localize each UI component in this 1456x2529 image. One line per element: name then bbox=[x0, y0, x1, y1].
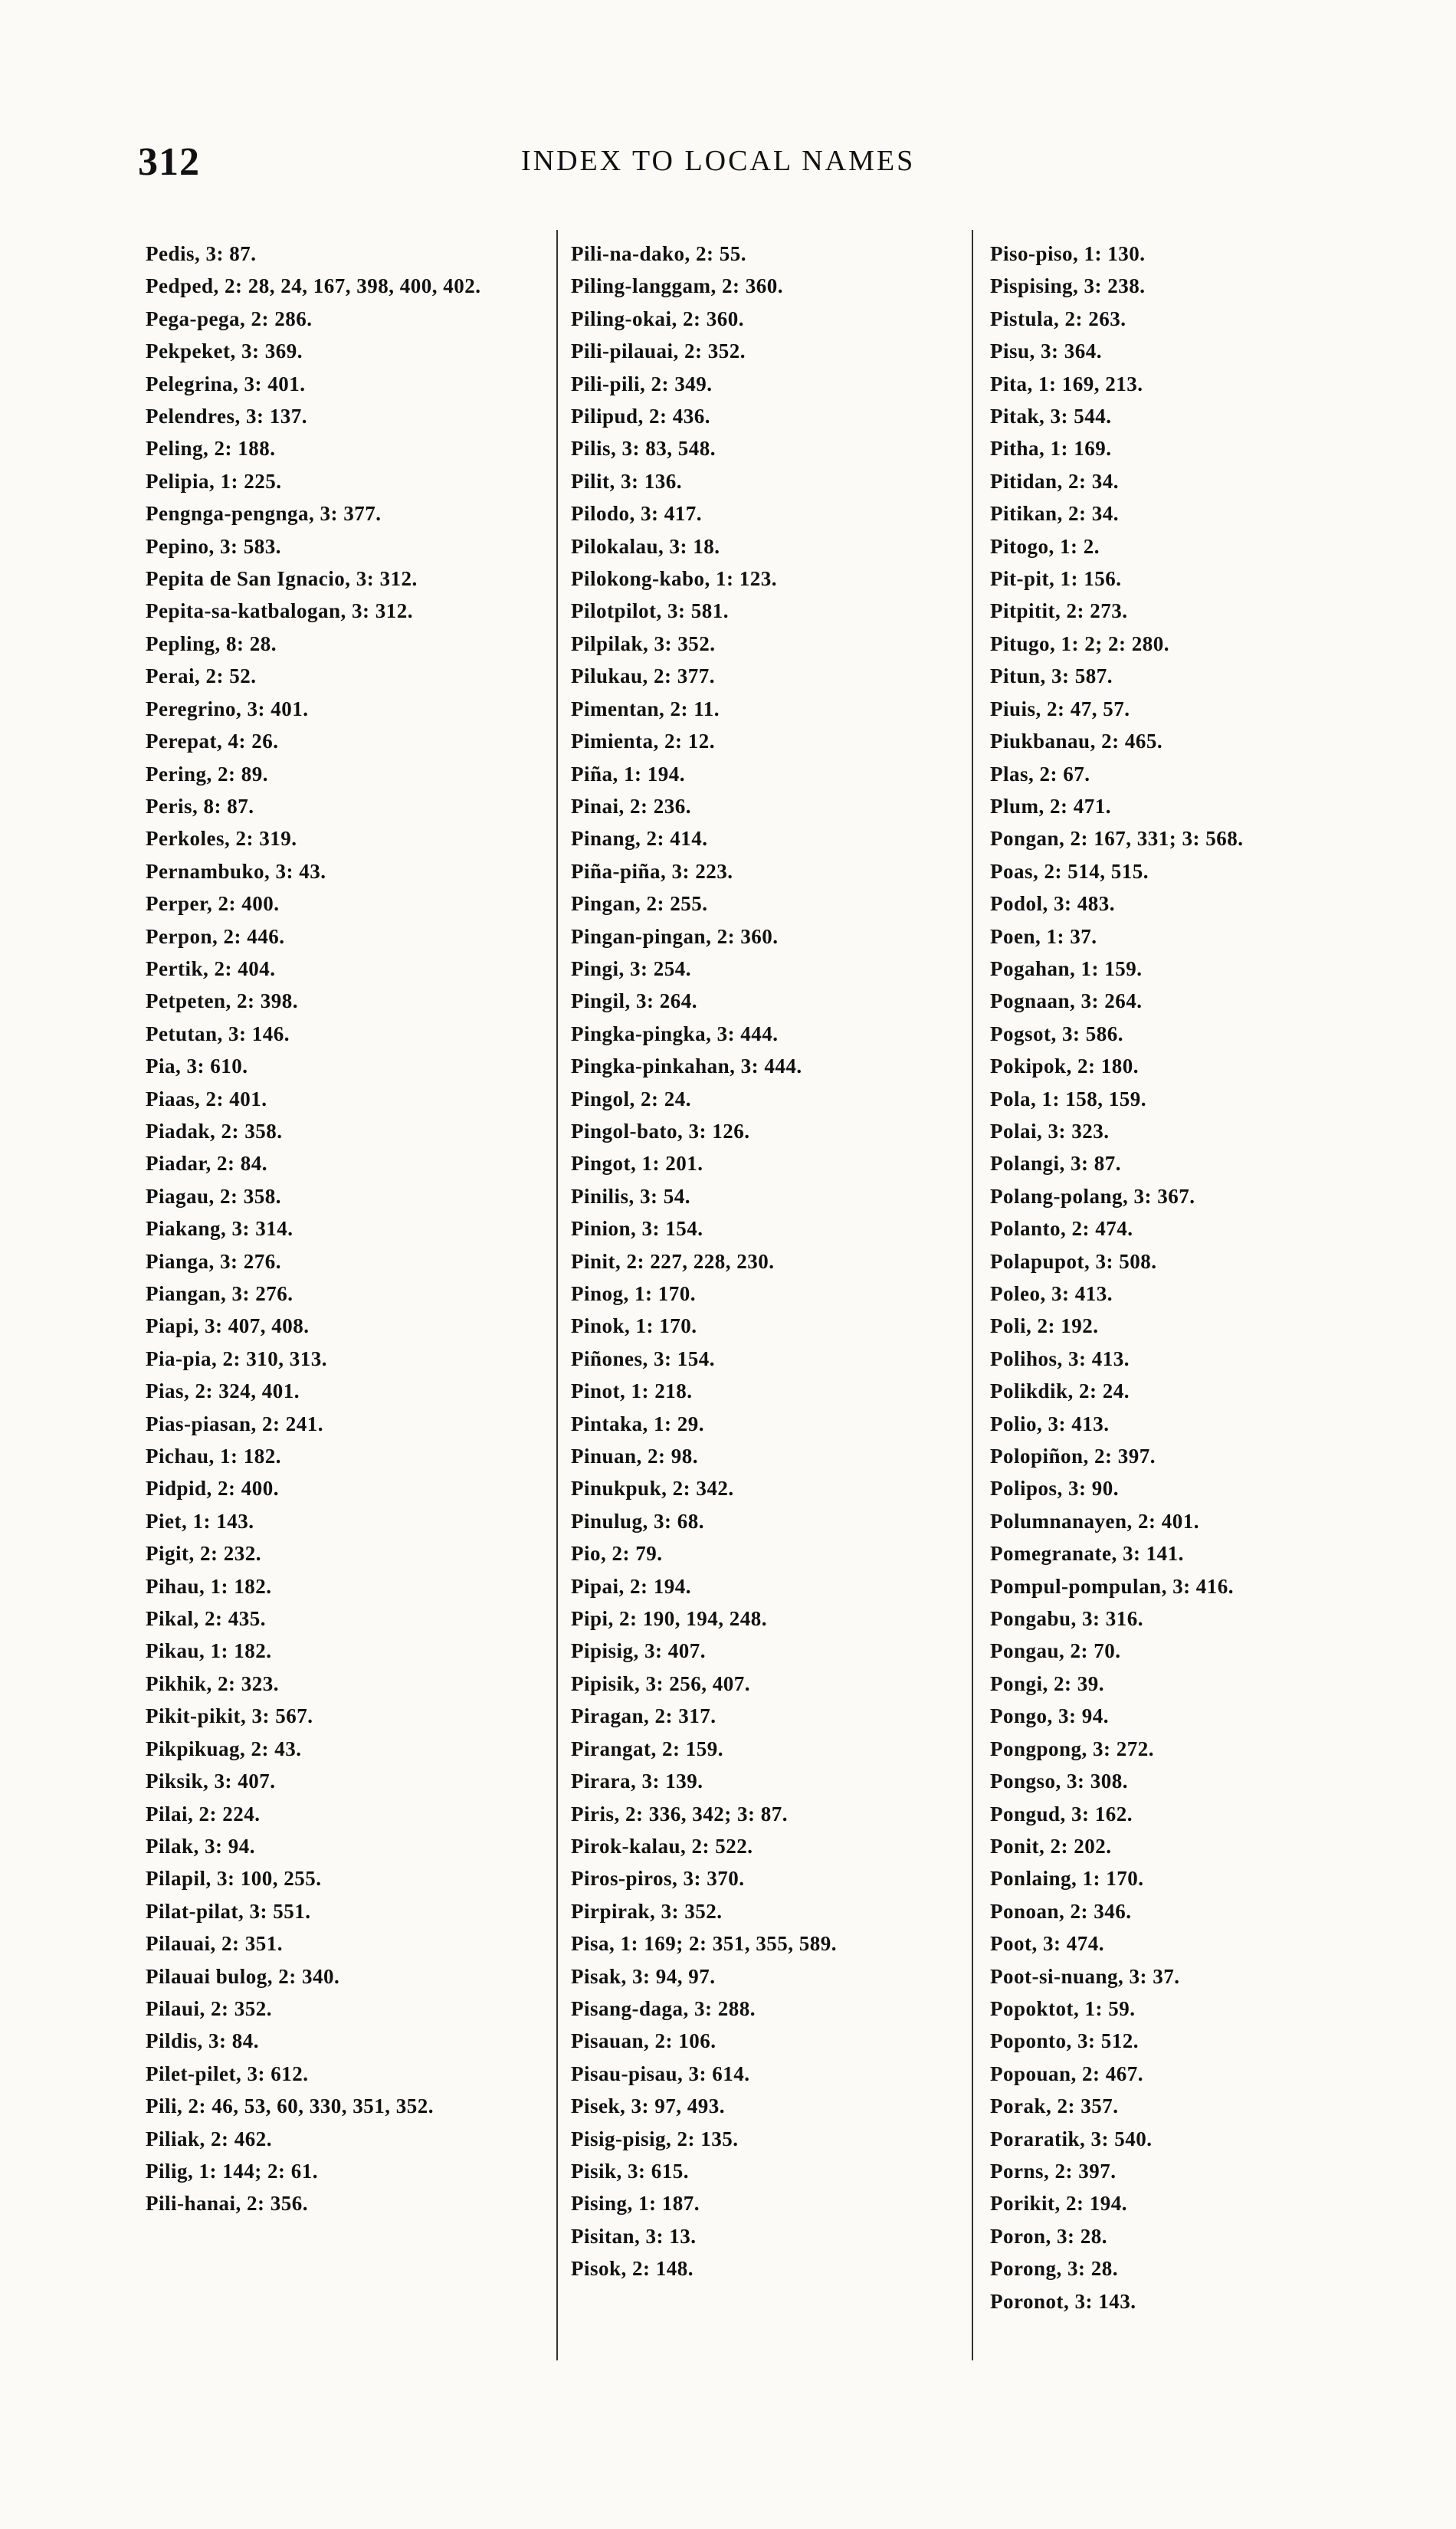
index-entry: Pering, 2: 89. bbox=[146, 762, 268, 786]
index-entry: Pingol, 2: 24. bbox=[571, 1087, 692, 1110]
index-entry: Pingi, 3: 254. bbox=[571, 956, 692, 980]
index-entry: Pitogo, 1: 2. bbox=[990, 534, 1100, 558]
index-column-2 bbox=[571, 238, 954, 2285]
index-column-1 bbox=[146, 238, 529, 2220]
index-entry: Polio, 3: 413. bbox=[990, 1412, 1110, 1435]
index-entry: Pitpitit, 2: 273. bbox=[990, 599, 1128, 623]
index-entry: Plum, 2: 471. bbox=[990, 794, 1111, 818]
index-entry: Polihos, 3: 413. bbox=[990, 1347, 1130, 1370]
index-entry: Pichau, 1: 182. bbox=[146, 1445, 282, 1468]
index-entry: Pisok, 2: 148. bbox=[571, 2257, 694, 2281]
index-entry: Pit-pit, 1: 156. bbox=[990, 567, 1122, 591]
index-entry: Pia-pia, 2: 310, 313. bbox=[146, 1347, 327, 1370]
index-entry: Piña-piña, 3: 223. bbox=[571, 859, 733, 883]
index-entry: Piñones, 3: 154. bbox=[571, 1347, 716, 1370]
index-entry: Pilat-pilat, 3: 551. bbox=[146, 1899, 311, 1923]
page-title: INDEX TO LOCAL NAMES bbox=[521, 145, 916, 177]
index-entry: Pilipud, 2: 436. bbox=[571, 405, 711, 428]
index-entry: Polanto, 2: 474. bbox=[990, 1217, 1133, 1241]
index-entry: Pisauan, 2: 106. bbox=[571, 2029, 717, 2053]
index-entry: Pikal, 2: 435. bbox=[146, 1607, 267, 1631]
index-entry: Piadak, 2: 358. bbox=[146, 1119, 283, 1143]
index-entry: Piña, 1: 194. bbox=[571, 762, 686, 786]
index-entry: Pingka-pinkahan, 3: 444. bbox=[571, 1055, 802, 1078]
index-entry: Pomegranate, 3: 141. bbox=[990, 1542, 1184, 1566]
index-entry: Pingol-bato, 3: 126. bbox=[571, 1119, 750, 1143]
index-entry: Pilapil, 3: 100, 255. bbox=[146, 1867, 322, 1891]
index-entry: Poot-si-nuang, 3: 37. bbox=[990, 1964, 1180, 1988]
index-entry: Pinilis, 3: 54. bbox=[571, 1184, 691, 1208]
index-entry: Peris, 8: 87. bbox=[146, 794, 254, 818]
index-entry: Pinit, 2: 227, 228, 230. bbox=[571, 1249, 775, 1273]
index-entry: Piaas, 2: 401. bbox=[146, 1087, 267, 1110]
index-entry: Pilig, 1: 144; 2: 61. bbox=[146, 2159, 318, 2183]
index-column-3 bbox=[990, 238, 1373, 2317]
index-entry: Pitugo, 1: 2; 2: 280. bbox=[990, 631, 1169, 655]
index-entry: Poron, 3: 28. bbox=[990, 2224, 1107, 2248]
index-entry: Podol, 3: 483. bbox=[990, 892, 1116, 916]
index-entry: Piapi, 3: 407, 408. bbox=[146, 1314, 310, 1338]
index-entry: Pepita de San Ignacio, 3: 312. bbox=[146, 567, 418, 591]
index-entry: Pimentan, 2: 11. bbox=[571, 697, 720, 720]
index-entry: Polopiñon, 2: 397. bbox=[990, 1445, 1156, 1468]
index-entry: Poraratik, 3: 540. bbox=[990, 2127, 1153, 2150]
index-entry: Perper, 2: 400. bbox=[146, 892, 280, 916]
index-entry: Poronot, 3: 143. bbox=[990, 2289, 1136, 2313]
index-entry: Pilodo, 3: 417. bbox=[571, 502, 703, 526]
index-entry: Pingka-pingka, 3: 444. bbox=[571, 1022, 779, 1045]
index-entry: Pernambuko, 3: 43. bbox=[146, 859, 326, 883]
index-entry: Pepling, 8: 28. bbox=[146, 631, 277, 655]
index-entry: Poen, 1: 37. bbox=[990, 924, 1097, 948]
index-entry: Pogsot, 3: 586. bbox=[990, 1022, 1123, 1045]
index-entry: Pilet-pilet, 3: 612. bbox=[146, 2062, 309, 2085]
index-entry: Piagau, 2: 358. bbox=[146, 1184, 282, 1208]
index-entry: Popoktot, 1: 59. bbox=[990, 1996, 1136, 2020]
index-entry: Pidpid, 2: 400. bbox=[146, 1477, 280, 1501]
index-entry: Pinukpuk, 2: 342. bbox=[571, 1477, 734, 1501]
index-entry: Petutan, 3: 146. bbox=[146, 1022, 290, 1045]
index-entry: Pili-hanai, 2: 356. bbox=[146, 2192, 309, 2216]
index-entry: Perpon, 2: 446. bbox=[146, 924, 285, 948]
index-entry: Pilotpilot, 3: 581. bbox=[571, 599, 729, 623]
index-entry: Pisau-pisau, 3: 614. bbox=[571, 2062, 750, 2085]
index-entry: Pipisig, 3: 407. bbox=[571, 1639, 707, 1663]
index-entry: Pitun, 3: 587. bbox=[990, 664, 1113, 688]
index-entry: Pilai, 2: 224. bbox=[146, 1802, 261, 1825]
index-entry: Petpeten, 2: 398. bbox=[146, 989, 298, 1013]
index-entry: Perepat, 4: 26. bbox=[146, 730, 279, 753]
index-entry: Pinulug, 3: 68. bbox=[571, 1509, 705, 1533]
index-entry: Piangan, 3: 276. bbox=[146, 1282, 293, 1305]
index-entry: Pisu, 3: 364. bbox=[990, 339, 1103, 363]
index-entry: Pingan-pingan, 2: 360. bbox=[571, 924, 779, 948]
index-entry: Plas, 2: 67. bbox=[990, 762, 1090, 786]
index-entry: Pompul-pompulan, 3: 416. bbox=[990, 1574, 1235, 1598]
index-entry: Peling, 2: 188. bbox=[146, 437, 276, 461]
index-entry: Pongo, 3: 94. bbox=[990, 1704, 1109, 1728]
index-entry: Pongpong, 3: 272. bbox=[990, 1737, 1155, 1760]
index-entry: Pias, 2: 324, 401. bbox=[146, 1379, 300, 1403]
index-entry: Ponlaing, 1: 170. bbox=[990, 1867, 1144, 1891]
index-entry: Pilaui, 2: 352. bbox=[146, 1996, 273, 2020]
index-entry: Pilak, 3: 94. bbox=[146, 1834, 256, 1858]
index-entry: Pinok, 1: 170. bbox=[571, 1314, 697, 1338]
index-entry: Pipi, 2: 190, 194, 248. bbox=[571, 1607, 768, 1631]
index-entry: Pikau, 1: 182. bbox=[146, 1639, 272, 1663]
index-entry: Polipos, 3: 90. bbox=[990, 1477, 1120, 1501]
index-entry: Porak, 2: 357. bbox=[990, 2094, 1119, 2118]
index-entry: Pising, 1: 187. bbox=[571, 2192, 700, 2216]
index-entry: Ponit, 2: 202. bbox=[990, 1834, 1112, 1858]
index-entry: Pinang, 2: 414. bbox=[571, 827, 708, 851]
index-entry: Pias-piasan, 2: 241. bbox=[146, 1412, 324, 1435]
index-entry: Pipai, 2: 194. bbox=[571, 1574, 692, 1598]
index-entry: Pekpeket, 3: 369. bbox=[146, 339, 303, 363]
index-entry: Piros-piros, 3: 370. bbox=[571, 1867, 745, 1891]
index-entry: Pirok-kalau, 2: 522. bbox=[571, 1834, 753, 1858]
index-entry: Pisik, 3: 615. bbox=[571, 2159, 690, 2183]
index-entry: Porikit, 2: 194. bbox=[990, 2192, 1127, 2216]
index-entry: Pinuan, 2: 98. bbox=[571, 1445, 699, 1468]
index-entry: Piling-okai, 2: 360. bbox=[571, 307, 745, 330]
index-entry: Pogahan, 1: 159. bbox=[990, 956, 1143, 980]
index-entry: Pilpilak, 3: 352. bbox=[571, 631, 716, 655]
index-entry: Poponto, 3: 512. bbox=[990, 2029, 1140, 2053]
index-entry: Pongud, 3: 162. bbox=[990, 1802, 1133, 1825]
index-entry: Ponoan, 2: 346. bbox=[990, 1899, 1132, 1923]
index-entry: Pikpikuag, 2: 43. bbox=[146, 1737, 302, 1760]
index-entry: Poot, 3: 474. bbox=[990, 1932, 1104, 1956]
index-entry: Piragan, 2: 317. bbox=[571, 1704, 717, 1728]
index-entry: Pikit-pikit, 3: 567. bbox=[146, 1704, 313, 1728]
index-entry: Pisa, 1: 169; 2: 351, 355, 589. bbox=[571, 1932, 837, 1956]
index-entry: Polapupot, 3: 508. bbox=[990, 1249, 1157, 1273]
index-entry: Pirangat, 2: 159. bbox=[571, 1737, 723, 1760]
index-entry: Pirara, 3: 139. bbox=[571, 1770, 703, 1793]
index-entry: Pega-pega, 2: 286. bbox=[146, 307, 313, 330]
index-entry: Perai, 2: 52. bbox=[146, 664, 257, 688]
index-entry: Pelegrina, 3: 401. bbox=[146, 372, 306, 395]
index-entry: Pilokong-kabo, 1: 123. bbox=[571, 567, 778, 591]
index-entry: Pingot, 1: 201. bbox=[571, 1152, 703, 1176]
index-entry: Poleo, 3: 413. bbox=[990, 1282, 1113, 1305]
index-entry: Pikhik, 2: 323. bbox=[146, 1671, 280, 1695]
index-entry: Pita, 1: 169, 213. bbox=[990, 372, 1143, 395]
index-entry: Pingan, 2: 255. bbox=[571, 892, 708, 916]
index-entry: Pedped, 2: 28, 24, 167, 398, 400, 402. bbox=[146, 274, 481, 298]
index-entry: Pilauai, 2: 351. bbox=[146, 1932, 284, 1956]
index-entry: Polikdik, 2: 24. bbox=[990, 1379, 1130, 1403]
index-entry: Pongso, 3: 308. bbox=[990, 1770, 1129, 1793]
index-entry: Pilokalau, 3: 18. bbox=[571, 534, 720, 558]
index-entry: Pirpirak, 3: 352. bbox=[571, 1899, 723, 1923]
index-entry: Pilukau, 2: 377. bbox=[571, 664, 716, 688]
index-entry: Pianga, 3: 276. bbox=[146, 1249, 282, 1273]
index-entry: Polangi, 3: 87. bbox=[990, 1152, 1122, 1176]
index-entry: Piet, 1: 143. bbox=[146, 1509, 254, 1533]
index-entry: Pepino, 3: 583. bbox=[146, 534, 282, 558]
index-entry: Poli, 2: 192. bbox=[990, 1314, 1099, 1338]
index-entry: Porns, 2: 397. bbox=[990, 2159, 1117, 2183]
index-entry: Pildis, 3: 84. bbox=[146, 2029, 260, 2053]
index-entry: Polai, 3: 323. bbox=[990, 1119, 1110, 1143]
index-entry: Piling-langgam, 2: 360. bbox=[571, 274, 784, 298]
column-divider bbox=[972, 230, 973, 2360]
index-entry: Pingil, 3: 264. bbox=[571, 989, 698, 1013]
index-entry: Pongan, 2: 167, 331; 3: 568. bbox=[990, 827, 1244, 851]
index-entry: Peregrino, 3: 401. bbox=[146, 697, 309, 720]
index-entry: Pisek, 3: 97, 493. bbox=[571, 2094, 725, 2118]
column-divider bbox=[556, 230, 558, 2360]
index-entry: Pili-pili, 2: 349. bbox=[571, 372, 713, 395]
index-entry: Pinion, 3: 154. bbox=[571, 1217, 703, 1241]
index-entry: Pitak, 3: 544. bbox=[990, 405, 1112, 428]
index-entry: Pertik, 2: 404. bbox=[146, 956, 276, 980]
index-entry: Pia, 3: 610. bbox=[146, 1055, 248, 1078]
index-entry: Polumnanayen, 2: 401. bbox=[990, 1509, 1200, 1533]
index-entry: Popouan, 2: 467. bbox=[990, 2062, 1144, 2085]
index-entry: Piliak, 2: 462. bbox=[146, 2127, 273, 2150]
index-entry: Piukbanau, 2: 465. bbox=[990, 730, 1163, 753]
index-entry: Piksik, 3: 407. bbox=[146, 1770, 276, 1793]
index-entry: Pitha, 1: 169. bbox=[990, 437, 1112, 461]
index-entry: Polang-polang, 3: 367. bbox=[990, 1184, 1195, 1208]
index-entry: Pongabu, 3: 316. bbox=[990, 1607, 1144, 1631]
index-entry: Pili, 2: 46, 53, 60, 330, 351, 352. bbox=[146, 2094, 434, 2118]
index-entry: Pinot, 1: 218. bbox=[571, 1379, 693, 1403]
index-entry: Pintaka, 1: 29. bbox=[571, 1412, 705, 1435]
index-entry: Pilit, 3: 136. bbox=[571, 469, 682, 493]
index-entry: Perkoles, 2: 319. bbox=[146, 827, 297, 851]
index-entry: Pigit, 2: 232. bbox=[146, 1542, 261, 1566]
index-entry: Pola, 1: 158, 159. bbox=[990, 1087, 1146, 1110]
index-entry: Pili-na-dako, 2: 55. bbox=[571, 242, 747, 265]
index-entry: Pelipia, 1: 225. bbox=[146, 469, 282, 493]
index-entry: Pistula, 2: 263. bbox=[990, 307, 1126, 330]
index-entry: Piris, 2: 336, 342; 3: 87. bbox=[571, 1802, 788, 1825]
index-entry: Piadar, 2: 84. bbox=[146, 1152, 268, 1176]
index-entry: Pinai, 2: 236. bbox=[571, 794, 692, 818]
index-entry: Pihau, 1: 182. bbox=[146, 1574, 272, 1598]
index-entry: Poas, 2: 514, 515. bbox=[990, 859, 1149, 883]
index-entry: Pipisik, 3: 256, 407. bbox=[571, 1671, 751, 1695]
index-entry: Pokipok, 2: 180. bbox=[990, 1055, 1140, 1078]
index-entry: Piso-piso, 1: 130. bbox=[990, 242, 1146, 265]
index-entry: Pognaan, 3: 264. bbox=[990, 989, 1143, 1013]
index-entry: Pengnga-pengnga, 3: 377. bbox=[146, 502, 382, 526]
index-entry: Pisak, 3: 94, 97. bbox=[571, 1964, 716, 1988]
index-entry: Pedis, 3: 87. bbox=[146, 242, 257, 265]
index-entry: Pinog, 1: 170. bbox=[571, 1282, 697, 1305]
index-entry: Porong, 3: 28. bbox=[990, 2257, 1118, 2281]
index-entry: Pitidan, 2: 34. bbox=[990, 469, 1120, 493]
index-entry: Pelendres, 3: 137. bbox=[146, 405, 307, 428]
index-entry: Pisang-daga, 3: 288. bbox=[571, 1996, 756, 2020]
index-entry: Pisig-pisig, 2: 135. bbox=[571, 2127, 739, 2150]
index-entry: Pongi, 2: 39. bbox=[990, 1671, 1105, 1695]
index-entry: Pispising, 3: 238. bbox=[990, 274, 1146, 298]
index-entry: Pisitan, 3: 13. bbox=[571, 2224, 697, 2248]
index-entry: Pili-pilauai, 2: 352. bbox=[571, 339, 746, 363]
index-entry: Pilis, 3: 83, 548. bbox=[571, 437, 716, 461]
index-entry: Pilauai bulog, 2: 340. bbox=[146, 1964, 340, 1988]
page-number: 312 bbox=[138, 140, 200, 184]
index-entry: Pepita-sa-katbalogan, 3: 312. bbox=[146, 599, 414, 623]
index-entry: Piakang, 3: 314. bbox=[146, 1217, 293, 1241]
index-entry: Pio, 2: 79. bbox=[571, 1542, 663, 1566]
index-entry: Piuis, 2: 47, 57. bbox=[990, 697, 1130, 720]
index-entry: Pimienta, 2: 12. bbox=[571, 730, 715, 753]
index-entry: Pongau, 2: 70. bbox=[990, 1639, 1121, 1663]
index-entry: Pitikan, 2: 34. bbox=[990, 502, 1120, 526]
